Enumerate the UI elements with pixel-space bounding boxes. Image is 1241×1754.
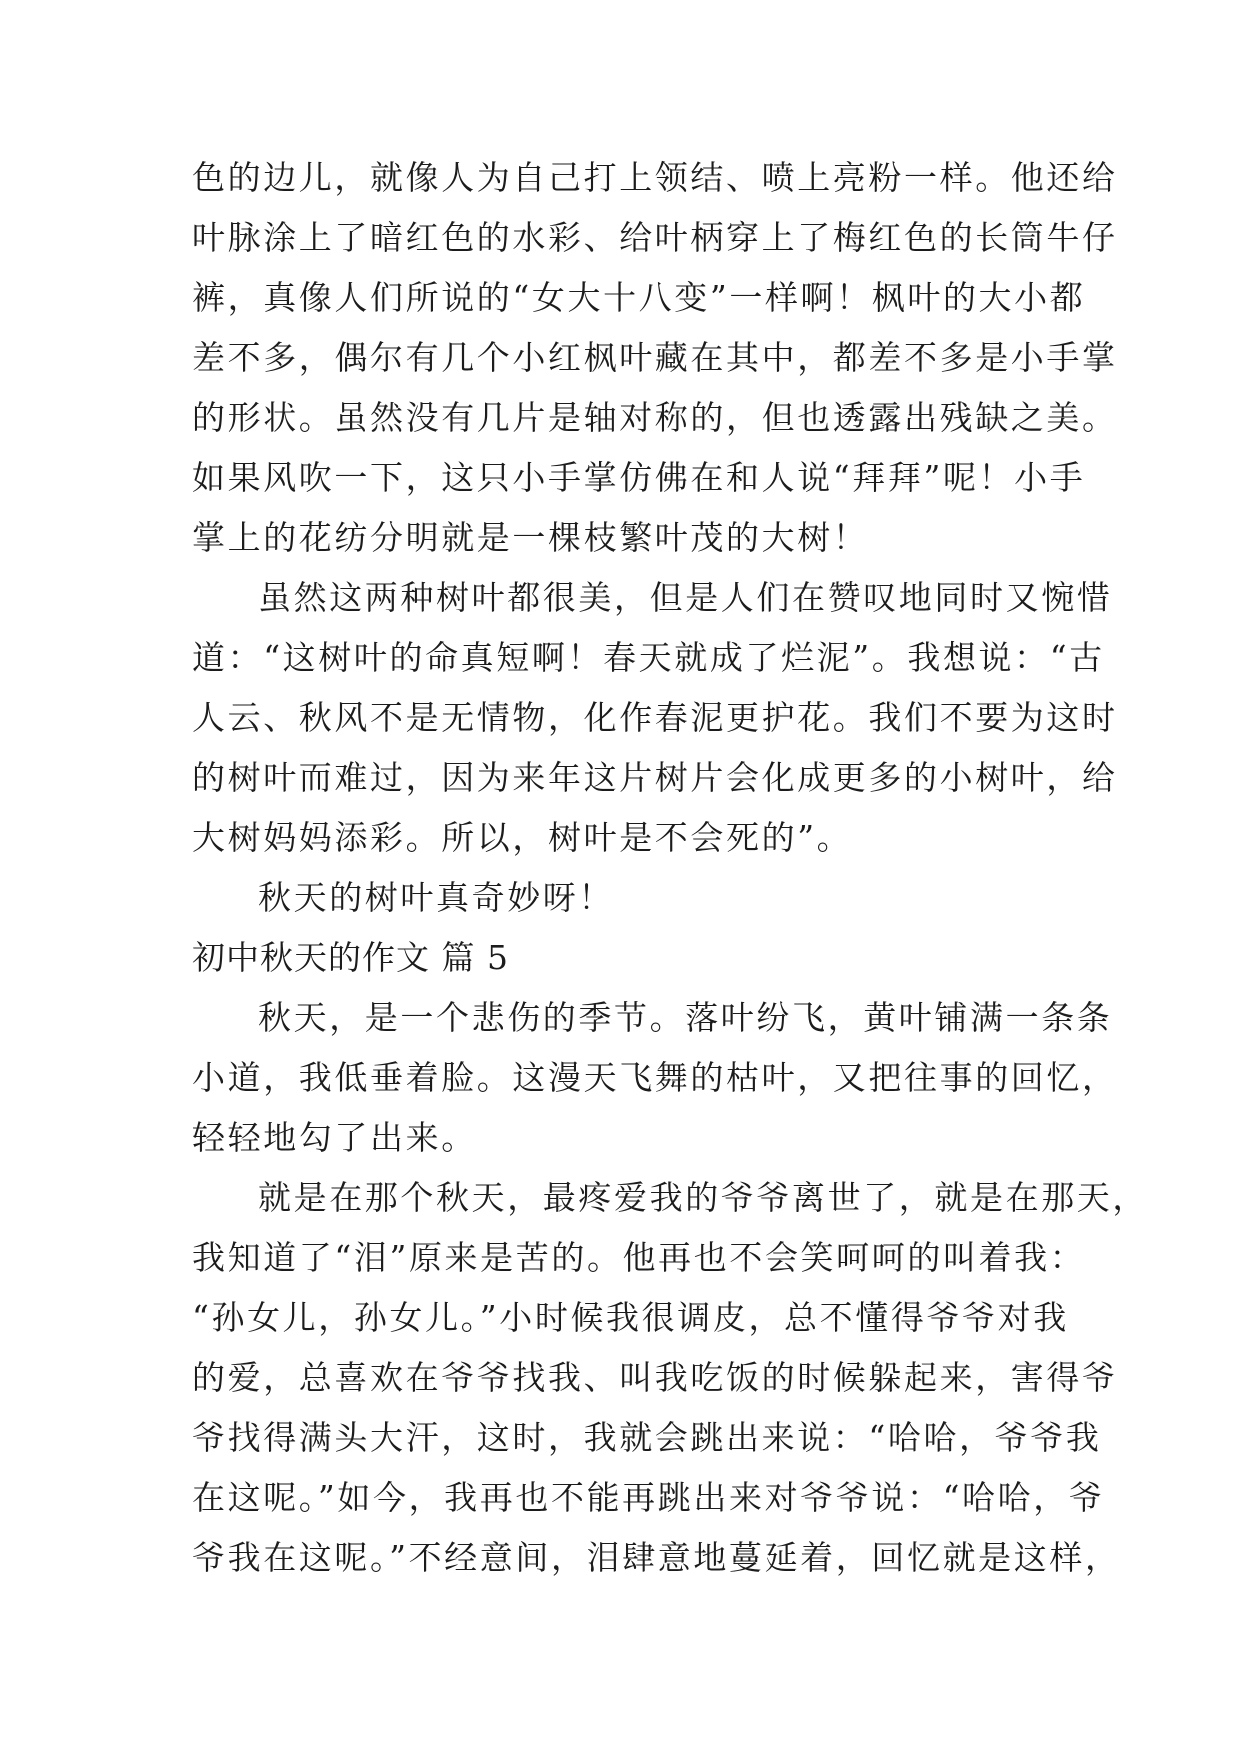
text-line: 爷找得满头大汗，这时，我就会跳出来说：“哈哈，爷爷我 [192, 1418, 1102, 1457]
paragraph [192, 1168, 1148, 1588]
text-line: 大树妈妈添彩。所以，树叶是不会死的”。 [192, 818, 853, 857]
text-line: 小道，我低垂着脸。这漫天飞舞的枯叶，又把往事的回忆， [192, 1058, 1118, 1097]
text-line: 爷我在这呢。”不经意间，泪肆意地蔓延着，回忆就是这样， [192, 1538, 1121, 1577]
text-line: 秋天的树叶真奇妙呀！ [258, 878, 614, 917]
section-heading [192, 928, 1054, 988]
text-line: 我知道了“泪”原来是苦的。他再也不会笑呵呵的叫着我： [192, 1238, 1086, 1277]
paragraph [192, 988, 1118, 1168]
text-line: 的爱，总喜欢在爷爷找我、叫我吃饭的时候躲起来，害得爷 [192, 1358, 1118, 1397]
text-line: 裤，真像人们所说的“女大十八变”一样啊！枫叶的大小都 [192, 278, 1086, 317]
text-line: 轻轻地勾了出来。 [192, 1118, 477, 1157]
text-line: 叶脉涂上了暗红色的水彩、给叶柄穿上了梅红色的长筒牛仔 [192, 218, 1118, 257]
text-line: 色的边儿，就像人为自己打上领结、喷上亮粉一样。他还给 [192, 158, 1118, 197]
document-body [192, 148, 1148, 1588]
paragraph [192, 148, 1118, 568]
text-line: 虽然这两种树叶都很美，但是人们在赞叹地同时又惋惜 [258, 578, 1113, 617]
text-line: “孙女儿，孙女儿。”小时候我很调皮，总不懂得爷爷对我 [192, 1298, 1069, 1337]
text-line: 的形状。虽然没有几片是轴对称的，但也透露出残缺之美。 [192, 398, 1118, 437]
text-line: 如果风吹一下，这只小手掌仿佛在和人说“拜拜”呢！小手 [192, 458, 1086, 497]
text-line: 道：“这树叶的命真短啊！春天就成了烂泥”。我想说：“古 [192, 638, 1105, 677]
heading-line: 初中秋天的作文 篇 5 [192, 938, 509, 977]
text-line: 的树叶而难过，因为来年这片树片会化成更多的小树叶，给 [192, 758, 1118, 797]
text-line: 人云、秋风不是无情物，化作春泥更护花。我们不要为这时 [192, 698, 1118, 737]
text-line: 秋天，是一个悲伤的季节。落叶纷飞，黄叶铺满一条条 [258, 998, 1113, 1037]
text-line: 就是在那个秋天，最疼爱我的爷爷离世了，就是在那天， [258, 1178, 1148, 1217]
paragraph [192, 568, 1118, 868]
text-line: 差不多，偶尔有几个小红枫叶藏在其中，都差不多是小手掌 [192, 338, 1118, 377]
paragraph [192, 868, 1054, 928]
text-line: 掌上的花纺分明就是一棵枝繁叶茂的大树！ [192, 518, 869, 557]
text-line: 在这呢。”如今，我再也不能再跳出来对爷爷说：“哈哈，爷 [192, 1478, 1105, 1517]
